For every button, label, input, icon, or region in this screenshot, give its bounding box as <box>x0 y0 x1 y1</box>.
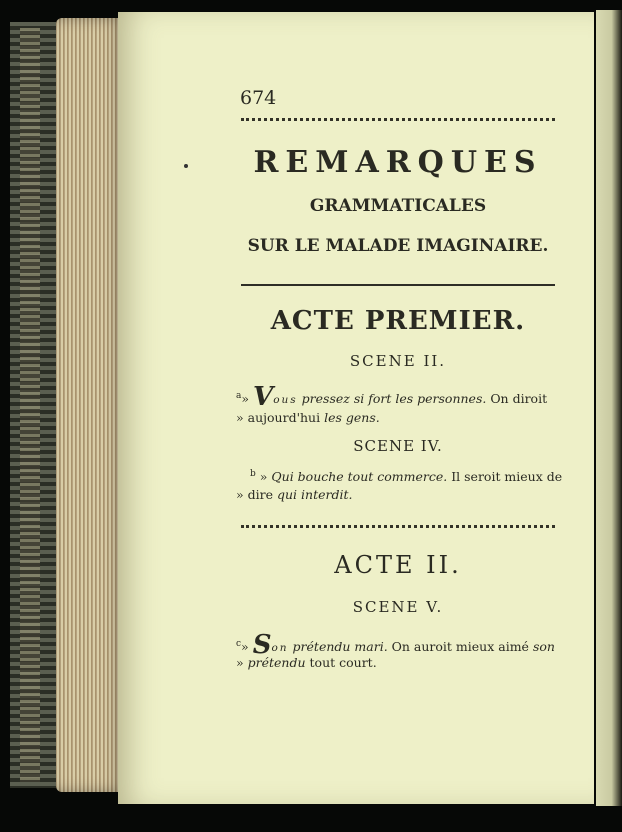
margin-dot <box>184 164 188 168</box>
dropcap-s: S <box>252 630 272 660</box>
page-edges <box>56 18 126 792</box>
scene-v-heading: SCENE V. <box>352 598 444 616</box>
italic-text: Qui bouche tout commerce. <box>271 469 448 485</box>
italic-text: qui interdit. <box>277 487 353 502</box>
section-rule <box>241 284 555 286</box>
note-b-line-1 <box>250 469 562 484</box>
note-b-line-2 <box>236 487 352 502</box>
quote-mark: » <box>259 469 268 485</box>
plain-text: aujourd'hui <box>247 410 321 425</box>
top-ornamental-rule <box>241 118 555 121</box>
quote-mark: » <box>236 410 244 425</box>
italic-text: prétendu <box>247 655 306 670</box>
plain-text: On diroit <box>490 391 548 406</box>
spine-pattern <box>20 28 40 782</box>
acte-premier-heading: ACTE PREMIER. <box>270 306 526 336</box>
plain-text: dire <box>247 487 274 502</box>
page-number: 674 <box>240 87 277 109</box>
note-a-line-1 <box>236 382 547 412</box>
italic-text: pressez si fort les personnes. <box>301 391 487 406</box>
note-a-line-2 <box>236 410 380 425</box>
plain-text: On auroit mieux aimé <box>391 639 529 654</box>
italic-text: prétendu mari. <box>292 639 388 654</box>
scene-iv-heading: SCENE IV. <box>353 437 443 455</box>
smallcaps-text: on <box>271 642 289 654</box>
note-mark-c: c <box>236 638 242 649</box>
quote-mark: » <box>241 639 249 654</box>
dropcap-v: V <box>253 382 274 412</box>
scene-ii-heading: SCENE II. <box>349 352 447 370</box>
note-c-line-2 <box>236 655 377 670</box>
acte-ii-heading: ACTE II. <box>334 551 462 579</box>
plain-text: tout court. <box>309 655 377 670</box>
italic-text: les gens. <box>324 410 380 425</box>
section-ornamental-rule <box>241 525 555 528</box>
quote-mark: » <box>236 487 244 502</box>
facing-page-edge <box>596 10 622 806</box>
note-mark-b: b <box>250 469 256 479</box>
note-mark-a: a <box>236 390 242 401</box>
title: REMARQUES <box>253 145 543 180</box>
subtitle-grammaticales: GRAMMATICALES <box>309 196 487 216</box>
smallcaps-text: ous <box>273 394 298 406</box>
plain-text: Il seroit mieux de <box>451 469 563 485</box>
italic-text-end: son <box>532 639 555 654</box>
subtitle-malade: SUR LE MALADE IMAGINAIRE. <box>247 236 549 256</box>
quote-mark: » <box>241 391 250 406</box>
quote-mark: » <box>236 655 244 670</box>
